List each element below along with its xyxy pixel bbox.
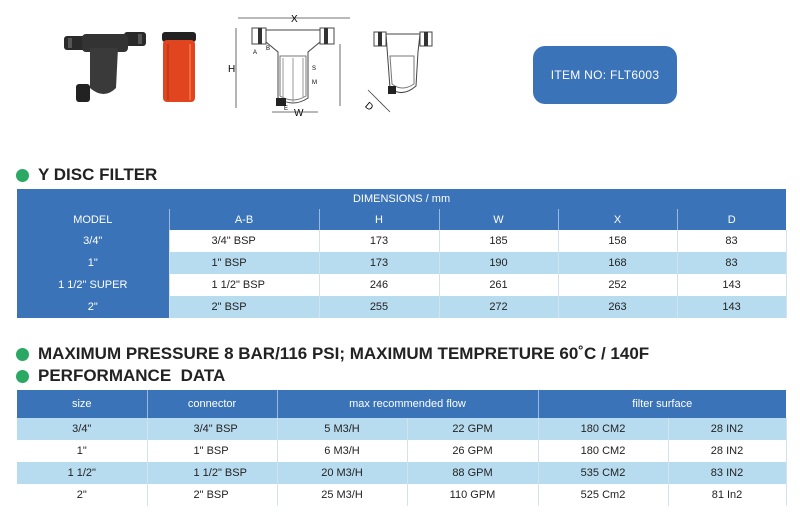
table-cell: 173 <box>319 230 439 252</box>
col-header: X <box>558 209 677 230</box>
table-cell: 2" <box>17 484 147 506</box>
table-cell: 83 <box>677 252 786 274</box>
label-s: S <box>312 66 317 72</box>
table-row <box>17 418 786 440</box>
col-header: connector <box>147 390 277 418</box>
table-row <box>17 296 786 318</box>
label-a: A <box>253 50 258 56</box>
table-cell: 22 GPM <box>407 418 538 440</box>
table-cell: 158 <box>558 230 677 252</box>
section-title-y-disc-filter <box>16 165 157 185</box>
label-h: H <box>228 64 236 75</box>
table-cell: 1 1/2" BSP <box>169 274 319 296</box>
table-cell: 535 CM2 <box>538 462 668 484</box>
disc-filter-element <box>158 30 200 106</box>
table-cell: 525 Cm2 <box>538 484 668 506</box>
table-cell: 185 <box>439 230 558 252</box>
table-cell: 3/4" BSP <box>169 230 319 252</box>
label-w: W <box>294 108 304 119</box>
table-cell: 2" BSP <box>169 296 319 318</box>
table-row <box>17 462 786 484</box>
table-cell: 26 GPM <box>407 440 538 462</box>
label-x: X <box>291 14 298 25</box>
table-cell: 28 IN2 <box>668 440 786 462</box>
table-cell: 180 CM2 <box>538 418 668 440</box>
section-title-performance-data <box>16 366 225 386</box>
table-cell: 88 GPM <box>407 462 538 484</box>
product-images <box>50 8 470 123</box>
table-cell: 1" BSP <box>169 252 319 274</box>
col-header: MODEL <box>17 209 169 230</box>
pressure-text: MAXIMUM PRESSURE 8 BAR/116 PSI; MAXIMUM TEMPRETURE 60˚C / 140F <box>38 344 650 363</box>
table-cell: 246 <box>319 274 439 296</box>
section-title-text: PERFORMANCE DATA <box>38 366 226 385</box>
table-cell: 261 <box>439 274 558 296</box>
table-cell: 255 <box>319 296 439 318</box>
table-cell: 110 GPM <box>407 484 538 506</box>
col-header: size <box>17 390 147 418</box>
table-cell: 272 <box>439 296 558 318</box>
table-cell: 263 <box>558 296 677 318</box>
table-cell: 3/4" BSP <box>147 418 277 440</box>
dimensions-group-header: DIMENSIONS / mm <box>352 193 451 205</box>
col-header: A-B <box>169 209 319 230</box>
pressure-temperature-line <box>16 344 649 364</box>
label-e: E <box>284 106 289 112</box>
table-row <box>17 252 786 274</box>
label-b: B <box>266 46 271 52</box>
table-row <box>17 274 786 296</box>
table-cell: 28 IN2 <box>668 418 786 440</box>
item-number-badge: ITEM NO: FLT6003 <box>533 46 677 104</box>
table-cell: 3/4" <box>17 418 147 440</box>
dimensions-table <box>17 189 787 318</box>
table-row <box>17 440 786 462</box>
table-cell: 168 <box>558 252 677 274</box>
model-cell: 2" <box>17 296 169 318</box>
table-cell: 83 <box>677 230 786 252</box>
col-header: W <box>439 209 558 230</box>
table-row <box>17 230 786 252</box>
col-header: max recommended flow <box>277 390 538 418</box>
table-cell: 173 <box>319 252 439 274</box>
table-cell: 180 CM2 <box>538 440 668 462</box>
table-cell: 1 1/2" <box>17 462 147 484</box>
dimension-drawing-side <box>360 26 440 118</box>
table-cell: 1" <box>17 440 147 462</box>
performance-table <box>17 390 787 506</box>
col-header: filter surface <box>632 398 693 410</box>
col-header: H <box>319 209 439 230</box>
model-cell: 3/4" <box>17 230 169 252</box>
col-header: D <box>727 213 736 226</box>
table-row <box>17 484 786 506</box>
table-cell: 252 <box>558 274 677 296</box>
table-cell: 20 M3/H <box>277 462 407 484</box>
section-title-text: Y DISC FILTER <box>38 165 158 184</box>
table-cell: 81 In2 <box>668 484 786 506</box>
label-d: D <box>362 100 376 114</box>
table-cell: 143 <box>677 274 786 296</box>
table-cell: 25 M3/H <box>277 484 407 506</box>
table-cell: 190 <box>439 252 558 274</box>
dimension-drawing-front <box>228 10 358 120</box>
model-cell: 1 1/2" SUPER <box>17 274 169 296</box>
model-cell: 1" <box>17 252 169 274</box>
bullet-dot-icon <box>16 370 29 383</box>
table-cell: 143 <box>677 296 786 318</box>
label-m: M <box>312 80 317 86</box>
table-cell: 1" BSP <box>147 440 277 462</box>
table-cell: 2" BSP <box>147 484 277 506</box>
bullet-dot-icon <box>16 169 29 182</box>
y-filter-photo <box>60 26 150 106</box>
bullet-dot-icon <box>16 348 29 361</box>
table-cell: 1 1/2" BSP <box>147 462 277 484</box>
table-cell: 5 M3/H <box>277 418 407 440</box>
table-cell: 83 IN2 <box>668 462 786 484</box>
table-cell: 6 M3/H <box>277 440 407 462</box>
